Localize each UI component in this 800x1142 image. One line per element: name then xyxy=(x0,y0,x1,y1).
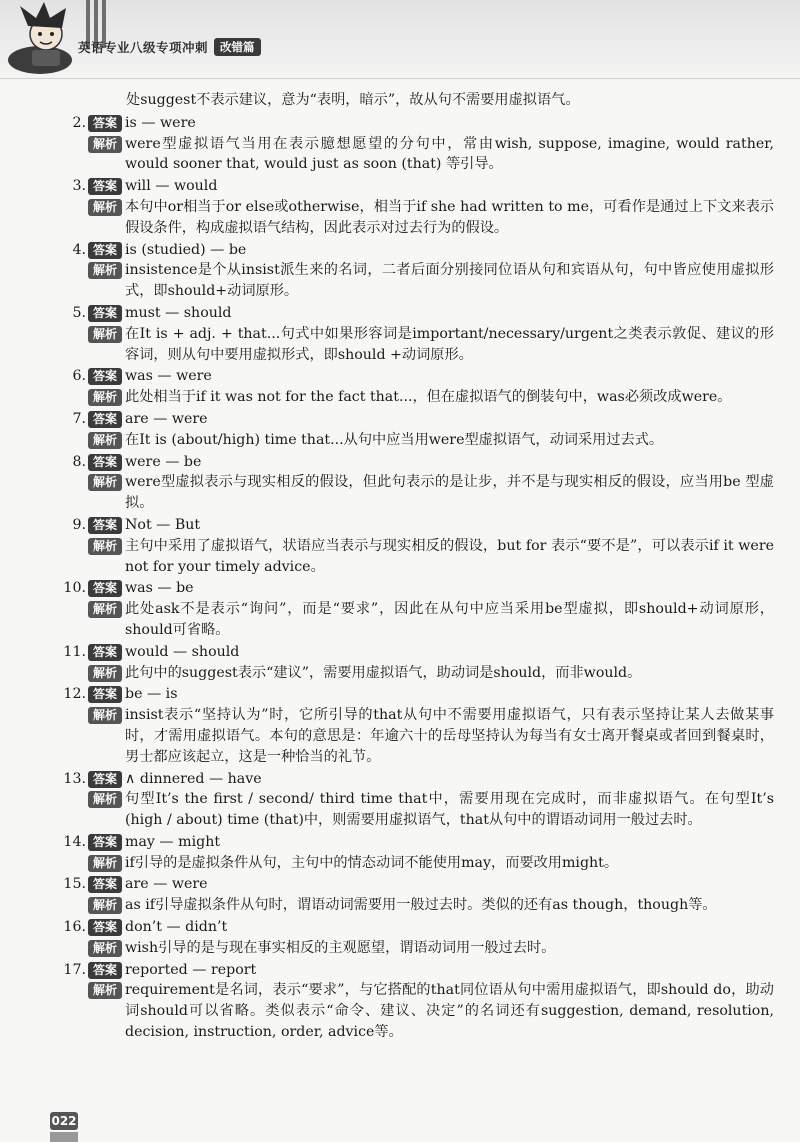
item-number: 2. xyxy=(72,114,86,131)
item-number: 10. xyxy=(63,580,86,597)
item-number: 5. xyxy=(72,304,86,321)
explanation-badge: 解析 xyxy=(88,262,122,279)
explanation-text: 此句中的suggest表示“建议”，需要用虚拟语气，助动词是should，而非would。 xyxy=(125,664,642,681)
answer-item xyxy=(50,960,774,1043)
answer-item xyxy=(50,409,774,451)
explanation-row xyxy=(50,938,774,959)
answer-badge: 答案 xyxy=(88,834,122,851)
explanation-row xyxy=(50,980,774,1042)
mascot-icon xyxy=(6,0,86,78)
answer-text: were — be xyxy=(125,453,202,470)
explanation-row xyxy=(50,599,774,641)
answer-text: Not — But xyxy=(125,516,201,533)
explanation-badge: 解析 xyxy=(88,897,122,914)
answer-row xyxy=(50,366,774,387)
answer-row xyxy=(50,874,774,895)
answer-item xyxy=(50,240,774,302)
explanation-row xyxy=(50,430,774,451)
explanation-row xyxy=(50,324,774,366)
answer-row xyxy=(50,303,774,324)
explanation-text: 在It is (about/high) time that...从句中应当用were型虚拟语气，动词采用过去式。 xyxy=(125,431,664,448)
item-number: 15. xyxy=(63,876,86,893)
explanation-row xyxy=(50,260,774,302)
answer-badge: 答案 xyxy=(88,242,122,259)
explanation-text: 此处ask不是表示“询问”，而是“要求”，因此在从句中应当采用be型虚拟，即should+动词原形，should可省略。 xyxy=(125,601,774,638)
explanation-badge: 解析 xyxy=(88,791,122,808)
answer-item xyxy=(50,917,774,959)
explanation-row xyxy=(50,536,774,578)
item-number: 13. xyxy=(63,770,86,787)
answer-badge: 答案 xyxy=(88,115,122,132)
answer-badge: 答案 xyxy=(88,686,122,703)
explanation-badge: 解析 xyxy=(88,199,122,216)
answer-text: will — would xyxy=(125,178,218,195)
explanation-text: 主句中采用了虚拟语气，状语应当表示与现实相反的假设，but for 表示“要不是”，可以表示if it were not for your timely advice。 xyxy=(125,537,774,575)
explanation-row xyxy=(50,895,774,916)
answer-row xyxy=(50,769,774,790)
answer-item xyxy=(50,366,774,408)
answer-item xyxy=(50,642,774,684)
item-number: 9. xyxy=(72,516,86,533)
explanation-text: if引导的是虚拟条件从句，主句中的情态动词不能使用may，而要改用might。 xyxy=(125,854,619,871)
item-number: 11. xyxy=(63,643,86,660)
item-number: 6. xyxy=(72,368,86,385)
answer-list xyxy=(50,90,774,1044)
explanation-text: requirement是名词，表示“要求”，与它搭配的that同位语从句中需用虚拟语气，即should do，助动词should可以省略。类似表示“命令、建议、决定”的名词还有suggestion, demand, resolution, decision, instruction, order, advice等。 xyxy=(125,982,774,1041)
explanation-badge: 解析 xyxy=(88,940,122,957)
page-edge-decoration xyxy=(50,1132,78,1142)
explanation-badge: 解析 xyxy=(88,474,122,491)
answer-text: may — might xyxy=(125,833,221,850)
answer-item xyxy=(50,303,774,365)
answer-item xyxy=(50,684,774,767)
answer-text: was — were xyxy=(125,368,212,385)
item-number: 7. xyxy=(72,410,86,427)
answer-badge: 答案 xyxy=(88,368,122,385)
answer-text: is — were xyxy=(125,114,196,131)
answer-text: ∧ dinnered — have xyxy=(125,770,262,787)
answer-row xyxy=(50,515,774,536)
answer-badge: 答案 xyxy=(88,876,122,893)
answer-badge: 答案 xyxy=(88,178,122,195)
answer-text: are — were xyxy=(125,876,208,893)
answer-item xyxy=(50,176,774,238)
answer-text: was — be xyxy=(125,580,194,597)
explanation-text: wish引导的是与现在事实相反的主观愿望，谓语动词用一般过去时。 xyxy=(125,939,556,956)
answer-row xyxy=(50,409,774,430)
explanation-badge: 解析 xyxy=(88,707,122,724)
answer-item xyxy=(50,769,774,831)
answer-badge: 答案 xyxy=(88,919,122,936)
answer-item xyxy=(50,874,774,916)
answer-text: are — were xyxy=(125,410,208,427)
answer-badge: 答案 xyxy=(88,962,122,979)
answer-badge: 答案 xyxy=(88,411,122,428)
answer-item xyxy=(50,578,774,640)
answer-row xyxy=(50,113,774,134)
explanation-row xyxy=(50,705,774,767)
answer-badge: 答案 xyxy=(88,771,122,788)
explanation-text: insistence是个从insist派生来的名词，二者后面分别接同位语从句和宾语从句，句中皆应使用虚拟形式，即should+动词原形。 xyxy=(125,262,774,300)
answer-row xyxy=(50,684,774,705)
answer-row xyxy=(50,452,774,473)
answer-row xyxy=(50,832,774,853)
explanation-text: 此处相当于if it was not for the fact that...，但在虚拟语气的倒装句中，was必须改成were。 xyxy=(125,389,732,406)
explanation-badge: 解析 xyxy=(88,982,122,999)
item-number: 4. xyxy=(72,241,86,258)
answer-row xyxy=(50,917,774,938)
answer-item xyxy=(50,515,774,577)
explanation-row xyxy=(50,387,774,408)
explanation-badge: 解析 xyxy=(88,389,122,406)
answer-text: must — should xyxy=(125,304,232,321)
answer-row xyxy=(50,642,774,663)
section-tag: 改错篇 xyxy=(214,38,261,56)
explanation-row xyxy=(50,472,774,514)
explanation-text: 本句中or相当于or else或otherwise，相当于if she had written to me，可看作是通过上下文来表示假设条件，构成虚拟语气结构，因此表示对过去行为的假设。 xyxy=(125,198,774,236)
explanation-row xyxy=(50,789,774,831)
answer-text: don’t — didn’t xyxy=(125,919,228,936)
answer-row xyxy=(50,960,774,981)
explanation-row xyxy=(50,197,774,239)
answer-text: reported — report xyxy=(125,961,257,978)
item-number: 16. xyxy=(63,919,86,936)
explanation-badge: 解析 xyxy=(88,855,122,872)
answer-row xyxy=(50,176,774,197)
answer-badge: 答案 xyxy=(88,644,122,661)
explanation-badge: 解析 xyxy=(88,326,122,343)
answer-text: would — should xyxy=(125,643,240,660)
answer-row xyxy=(50,578,774,599)
explanation-badge: 解析 xyxy=(88,601,122,618)
explanation-badge: 解析 xyxy=(88,665,122,682)
answer-badge: 答案 xyxy=(88,454,122,471)
book-title: 英语专业八级专项冲刺 xyxy=(78,40,209,55)
explanation-text: were型虚拟语气当用在表示臆想愿望的分句中，常由wish, suppose, imagine, would rather, would sooner that, would just as soon (that) 等引导。 xyxy=(125,135,774,173)
answer-item xyxy=(50,452,774,514)
explanation-badge: 解析 xyxy=(88,432,122,449)
explanation-badge: 解析 xyxy=(88,136,122,153)
answer-badge: 答案 xyxy=(88,305,122,322)
explanation-text: 在It is + adj. + that...句式中如果形容词是important/necessary/urgent之类表示敦促、建议的形容词，则从句中要用虚拟形式，即should +动词原形。 xyxy=(125,325,774,363)
answer-badge: 答案 xyxy=(88,517,122,534)
explanation-badge: 解析 xyxy=(88,538,122,555)
explanation-text: 句型It’s the first / second/ third time that中，需要用现在完成时，而非虚拟语气。在句型It’s (high / about) time (that)中，则需要用虚拟语气，that从句中的谓语动词用一般过去时。 xyxy=(125,791,774,829)
explanation-row xyxy=(50,134,774,176)
answer-row xyxy=(50,240,774,261)
item-number: 3. xyxy=(72,178,86,195)
answer-badge: 答案 xyxy=(88,580,122,597)
explanation-text: were型虚拟表示与现实相反的假设，但此句表示的是让步，并不是与现实相反的假设，应当用be 型虚拟。 xyxy=(125,474,774,512)
answer-text: is (studied) — be xyxy=(125,241,247,258)
answer-item xyxy=(50,832,774,874)
answer-text: be — is xyxy=(125,686,178,703)
item-number: 8. xyxy=(72,453,86,470)
continued-explanation: 处suggest不表示建议，意为“表明，暗示”，故从句不需要用虚拟语气。 xyxy=(126,92,580,108)
answer-item xyxy=(50,113,774,175)
item-number: 17. xyxy=(63,961,86,978)
explanation-text: insist表示“坚持认为”时，它所引导的that从句中不需要用虚拟语气，只有表示坚持让某人去做某事时，才需用虚拟语气。本句的意思是：年逾六十的岳母坚持认为每当有女士离开餐桌或者回到餐桌时，男士都应该起立，这是一种恰当的礼节。 xyxy=(125,707,774,765)
explanation-row xyxy=(50,853,774,874)
explanation-text: as if引导虚拟条件从句时，谓语动词需要用一般过去时。类似的还有as though，though等。 xyxy=(125,897,717,914)
item-number: 12. xyxy=(63,686,86,703)
page-number: 022 xyxy=(51,1114,77,1128)
page-header xyxy=(0,0,800,79)
item-number: 14. xyxy=(63,833,86,850)
explanation-row xyxy=(50,663,774,684)
